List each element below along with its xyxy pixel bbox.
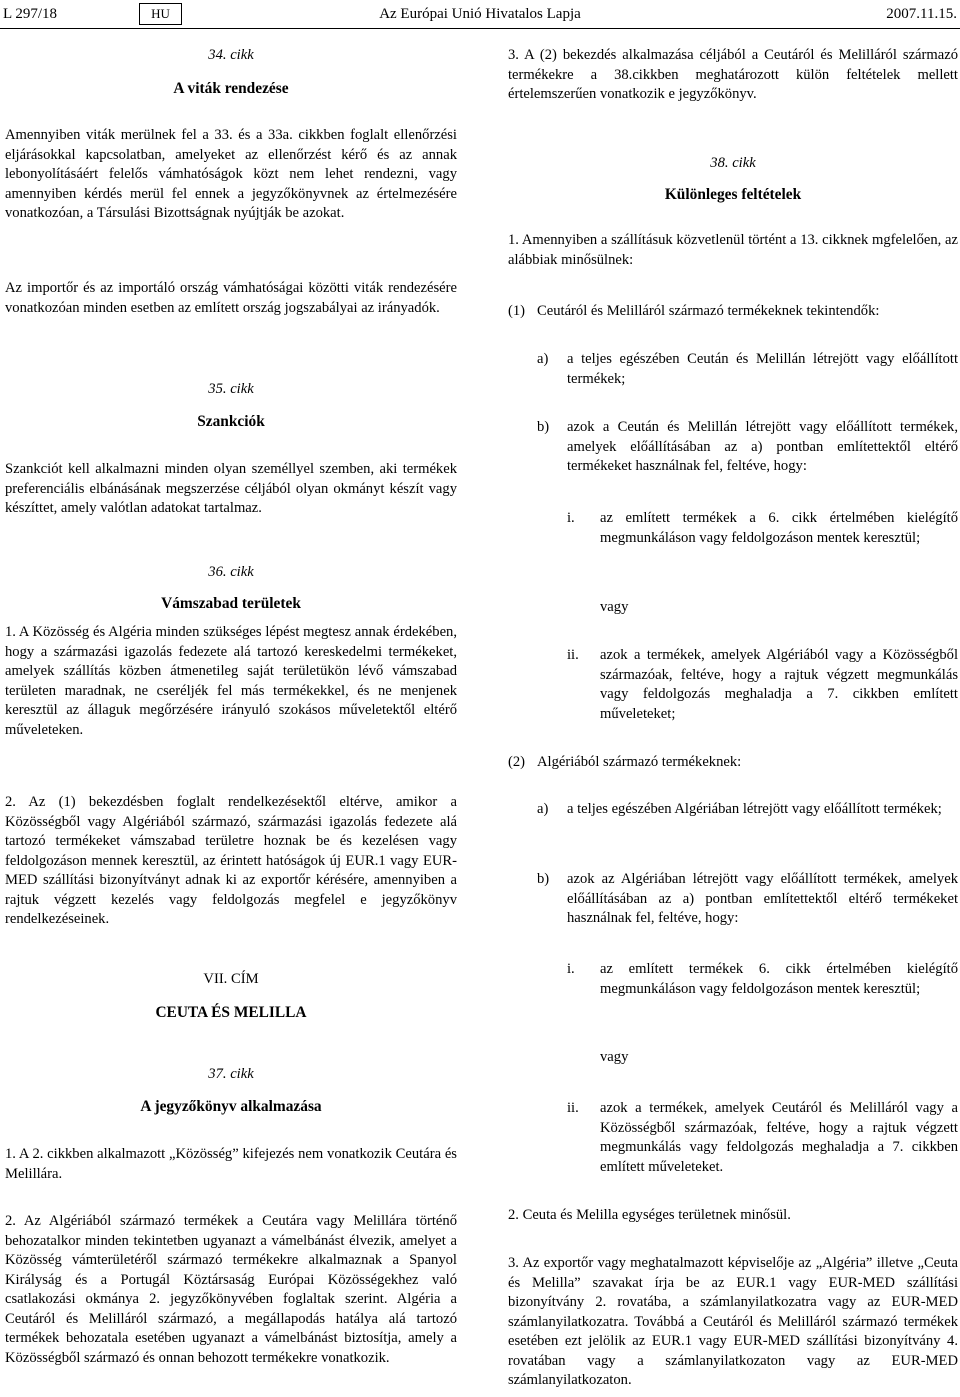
publication-date: 2007.11.15. (886, 6, 957, 22)
section-1-a-text: a teljes egészében Ceután és Melillán létrejött vagy előállított termékek; (567, 351, 958, 387)
title-7-heading: CEUTA ÉS MELILLA (155, 1004, 307, 1021)
article-37-title: A jegyzőkönyv alkalmazása (140, 1098, 322, 1115)
article-34-title: A viták rendezése (173, 80, 289, 97)
section-2-a-text: a teljes egészében Algériában létrejött vagy előállított termékek; (567, 801, 942, 817)
article-38-title: Különleges feltételek (664, 186, 802, 203)
article-37-paragraph-2: 2. Az Algériából származó termékek a Ceutára vagy Melillára történő behozatalkor minden tekintetben ugyanazt a vámelbánást élvezik, amelyet a Közösség vámterületéről származó termékekre alkalmaznak a Spanyol Királyság és a Portugál Köztársaság Európai Közösségekhez való csatlakozási okmánya 2. jegyzőkönyvében foglaltak szerint. Algéria a Ceutáról és Melilláról származó, a megállapodás hatálya alá tartozó termékek behozatala esetében ugyanazt a vámelbánást biztosítja, amely a Közösségből származó és onnan behozott termékekre vonatkozik. (5, 1213, 457, 1366)
section-1-a-label: a) (537, 351, 549, 367)
section-2-b-label: b) (537, 871, 550, 887)
section-1-b-i-text: az említett termékek a 6. cikk értelmében kielégítő megmunkáláson vagy feldolgozáson mentek keresztül; (600, 510, 958, 546)
article-34-paragraph-2: Az importőr és az importáló ország vámhatóságai közötti viták rendezésére vonatkozóan minden esetben az említett ország jogszabályai az irányadók. (5, 280, 457, 316)
article-36-paragraph-1: 1. A Közösség és Algéria minden szükséges lépést megtesz annak érdekében, hogy a származási igazolás fedezete alá tartozó kereskedelmi termékeket, amelyek szállítás közben átmenetileg saját területükön lévő vámszabad területen maradnak, ne cseréljék fel más termékekkel, és ne menjenek keresztül az állaguk megőrzésére irányuló szokásos műveletektől eltérő műveleteken. (5, 624, 457, 738)
article-35-title: Szankciók (197, 413, 265, 430)
article-37-number: 37. cikk (208, 1066, 254, 1082)
section-2-a-label: a) (537, 801, 549, 817)
section-1-label: (1) (508, 303, 526, 319)
article-38-number: 38. cikk (710, 155, 756, 171)
section-1-or: vagy (600, 599, 629, 615)
article-38-paragraph-1: 1. Amennyiben a szállításuk közvetlenül történt a 13. cikknek mgfelelően, az alábbiak minősülnek: (508, 232, 958, 268)
section-1-b-text: azok a Ceután és Melillán létrejött vagy előállított termékek, amelyek előállításában az a) pontban említettektől eltérő termékeket használnak fel, feltéve, hogy: (567, 419, 958, 474)
article-34-number: 34. cikk (208, 47, 254, 63)
page-number: L 297/18 (3, 6, 58, 22)
article-36-number: 36. cikk (208, 564, 254, 580)
section-2-b-ii-label: ii. (567, 1100, 579, 1116)
page-header (0, 0, 960, 29)
journal-title: Az Európai Unió Hivatalos Lapja (379, 6, 581, 22)
title-7-number: VII. CÍM (203, 971, 259, 987)
article-36-title: Vámszabad területek (161, 595, 301, 612)
language-code: HU (139, 3, 182, 25)
article-38-paragraph-3: 3. Az exportőr vagy meghatalmazott képviselője az „Algéria” illetve „Ceuta és Melilla” szavakat írja be az EUR.1 vagy EUR-MED szállítási bizonyítvány 2. rovatába, a számlanyilatkozatra vagy az EUR-MED számlanyilatkozatra. Továbbá a Ceutáról és Melilláról származó termékek esetében ezt jelölik az EUR.1 vagy EUR-MED szállítási bizonyítvány 4. rovatában vagy a számlanyilatkozaton vagy az EUR-MED számlanyilatkozaton. (508, 1255, 958, 1388)
article-34-paragraph-1: Amennyiben viták merülnek fel a 33. és a 33a. cikkben foglalt ellenőrzési eljárásokkal kapcsolatban, amelyeket az ellenőrzést kérő és az annak lebonyolításáért felelős vámhatóságok közt nem lehet rendezni, vagy amennyiben kérdés merül fel ennek a jegyzőkönyvnek az értelmezésére vonatkozóan, a Társulási Bizottságnak nyújtják be azokat. (5, 127, 457, 221)
article-37-paragraph-1: 1. A 2. cikkben alkalmazott „Közösség” kifejezés nem vonatkozik Ceutára és Melillára. (5, 1146, 457, 1182)
section-1-b-i-label: i. (567, 510, 575, 526)
section-2-or: vagy (600, 1049, 629, 1065)
section-1-b-ii-label: ii. (567, 647, 579, 663)
article-36-paragraph-2: 2. Az (1) bekezdésben foglalt rendelkezésektől eltérve, amikor a Közösségből vagy Algériából származó, származási igazolás fedezete alá tartozó termékeket vámszabad területre hoznak be és kezelésen vagy feldolgozáson mennek keresztül, az érintett hatóságok új EUR.1 vagy EUR-MED szállítási bizonyítványt adnak ki az exportőr kérésére, amennyiben a rajtuk végzett kezelés vagy feldolgozás megfelel e jegyzőkönyv rendelkezéseinek. (5, 794, 457, 927)
article-37-paragraph-3: 3. A (2) bekezdés alkalmazása céljából a Ceutáról és Melilláról származó termékekre a 38.cikkben meghatározott külön feltételek mellett értelemszerűen vonatkozik e jegyzőkönyv. (508, 47, 958, 102)
article-38-paragraph-2: 2. Ceuta és Melilla egységes területnek minősül. (508, 1207, 791, 1223)
article-35-number: 35. cikk (208, 381, 254, 397)
section-2-b-i-label: i. (567, 961, 575, 977)
section-2-b-i-text: az említett termékek 6. cikk értelmében kielégítő megmunkáláson vagy feldolgozáson mentek keresztül; (600, 961, 958, 997)
section-2-b-ii-text: azok a termékek, amelyek Ceutáról és Melilláról vagy a Közösségből származóak, feltéve, hogy a rajtuk végzett megmunkálás vagy feldolgozás meghaladja a 7. cikkben említett műveleteket. (600, 1100, 958, 1175)
article-35-paragraph-1: Szankciót kell alkalmazni minden olyan személlyel szemben, aki termékek preferenciális elbánásának megszerzése céljából olyan okmányt készít vagy készíttet, amely valótlan adatokat tartalmaz. (5, 461, 457, 516)
section-1-b-ii-text: azok a termékek, amelyek Algériából vagy a Közösségből származóak, feltéve, hogy a rajtuk végzett megmunkálás vagy feldolgozás meghaladja a 7. cikkben említett műveleteket; (600, 647, 958, 722)
section-2-text: Algériából származó termékeknek: (537, 754, 742, 770)
section-1-b-label: b) (537, 419, 550, 435)
section-1-text: Ceutáról és Melilláról származó termékeknek tekintendők: (537, 303, 880, 319)
section-2-label: (2) (508, 754, 526, 770)
section-2-b-text: azok az Algériában létrejött vagy előállított termékek, amelyek előállításában az a) pontban említettektől eltérő termékeket használnak fel, feltéve, hogy: (567, 871, 958, 926)
